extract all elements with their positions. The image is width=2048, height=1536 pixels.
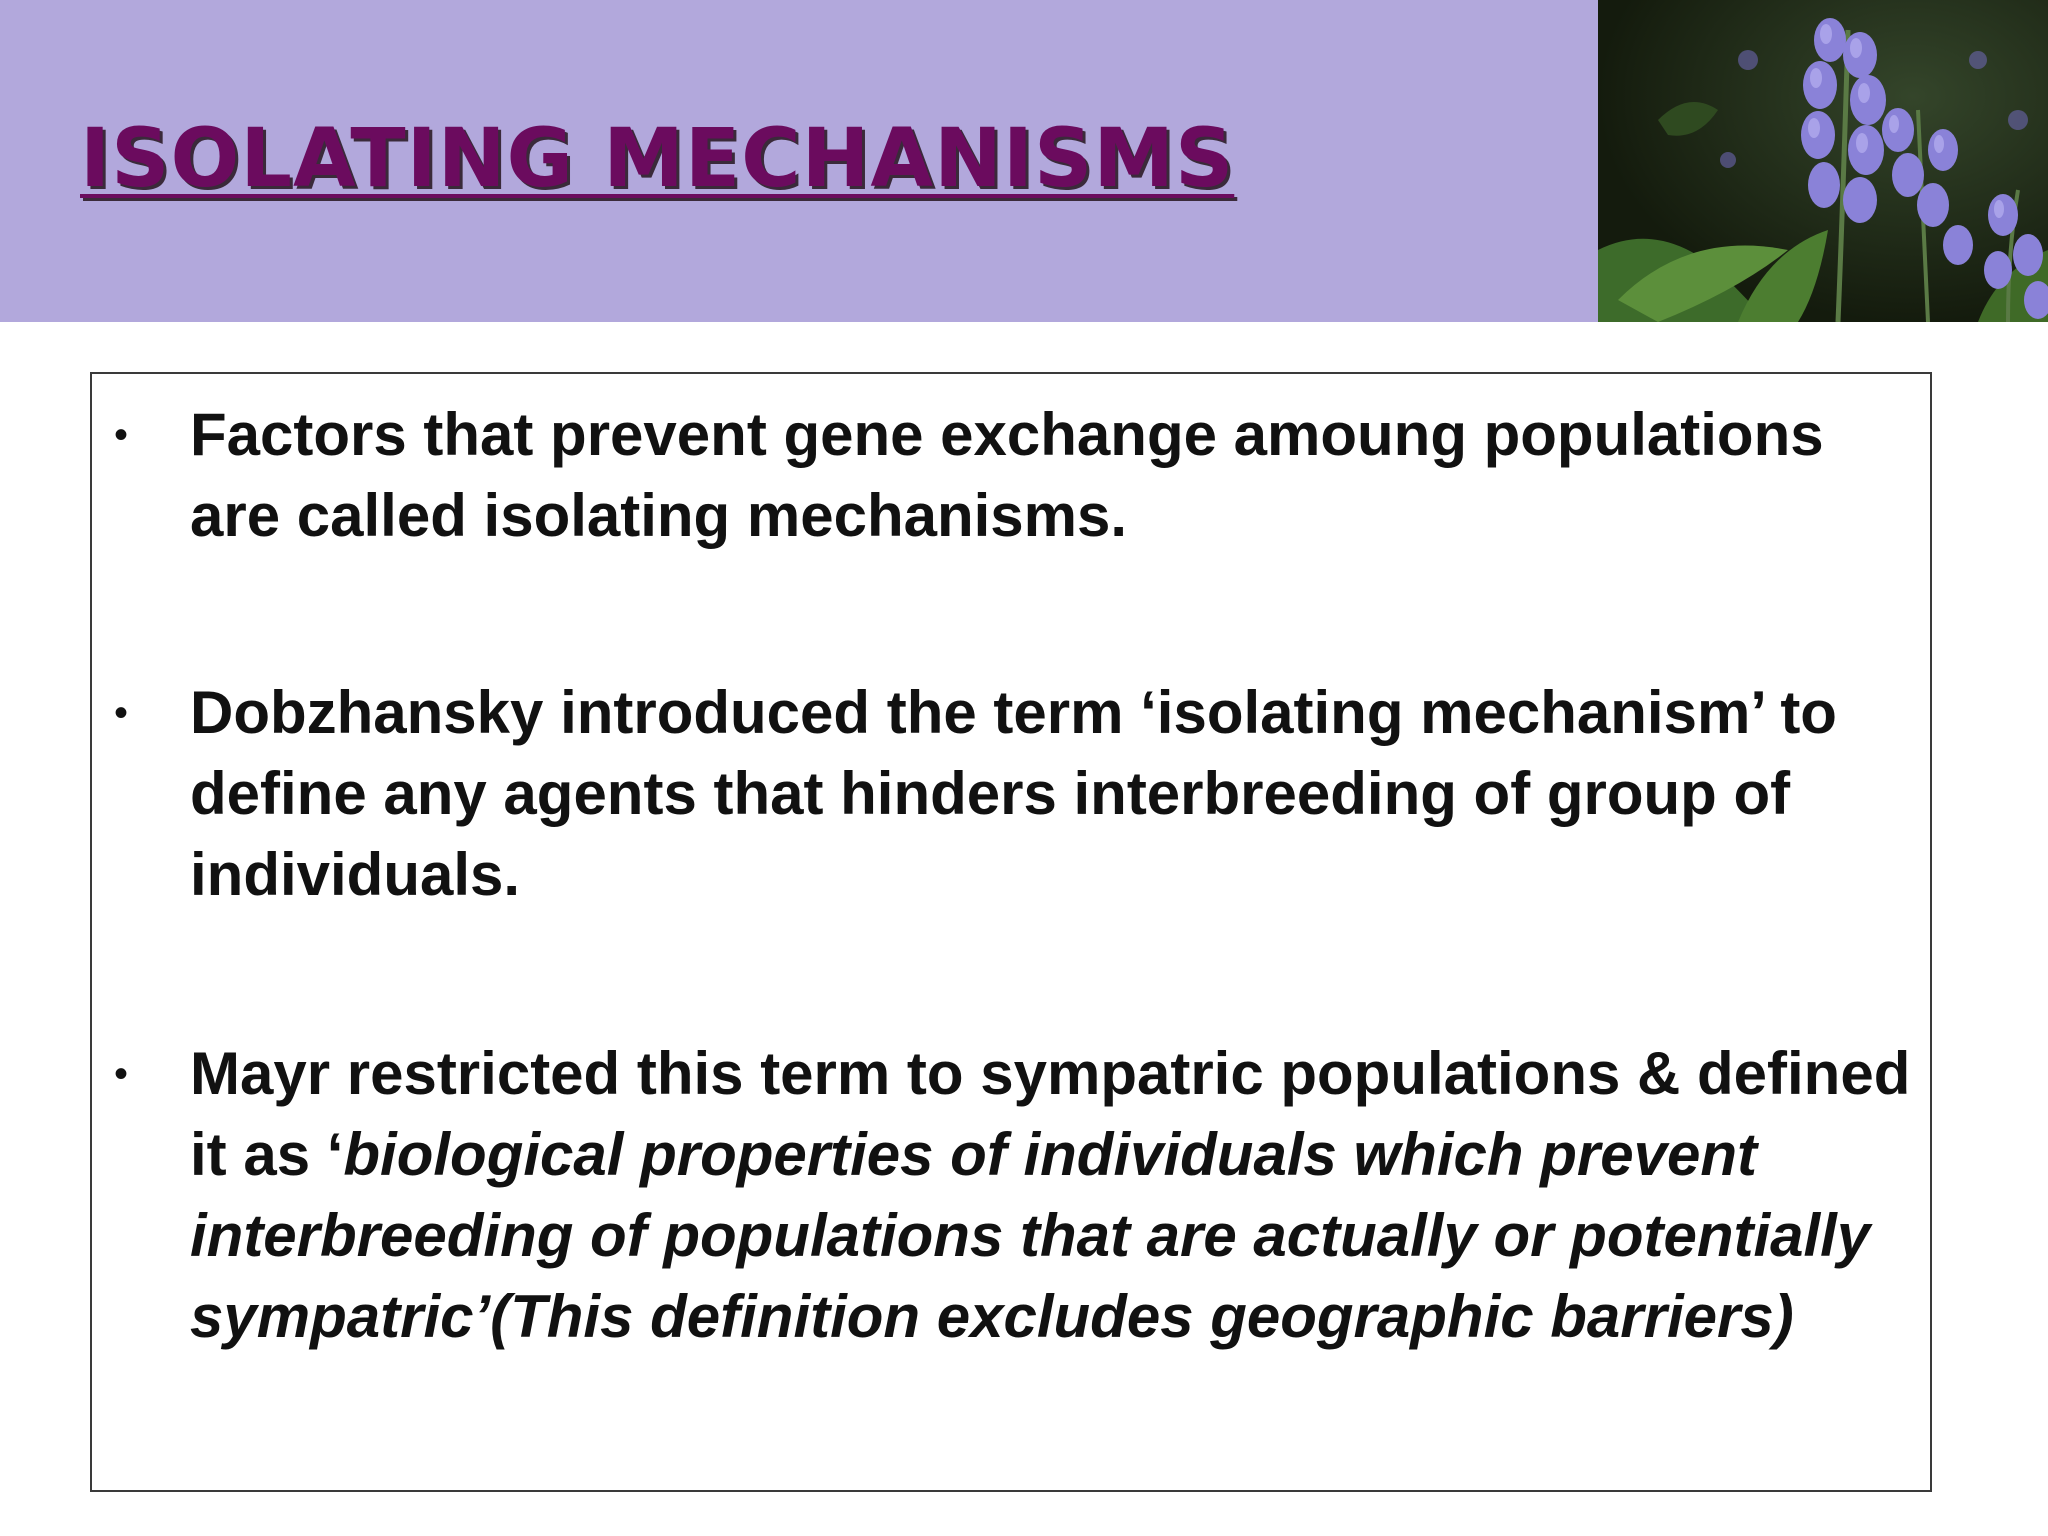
slide-title: ISOLATING MECHANISMS [80,112,1235,206]
bluebell-image [1598,0,2048,322]
bullet-text: Factors that prevent gene exchange amoung populations are called isolating mechanisms. [190,401,1824,549]
bullet-text: Dobzhansky introduced the term ‘isolating mechanism’ to define any agents that hinders interbreeding of group of individuals. [190,679,1837,908]
bullet-marker: • [114,691,129,735]
header-band [0,0,1598,322]
bullet-marker: • [114,1052,129,1096]
bluebell-photo [1598,0,2048,322]
bullet-marker: • [114,413,129,457]
bullet-italic-text: biological properties of individuals which prevent interbreeding of populations that are actually or potentially sympatric’(This definition excludes geographic barriers) [190,1121,1871,1350]
content-box [90,372,1932,1492]
bullet-text [190,1033,1920,1357]
bullet-lead-text: Mayr restricted this term to sympatric populations & defined it as ‘ [190,1040,1911,1188]
